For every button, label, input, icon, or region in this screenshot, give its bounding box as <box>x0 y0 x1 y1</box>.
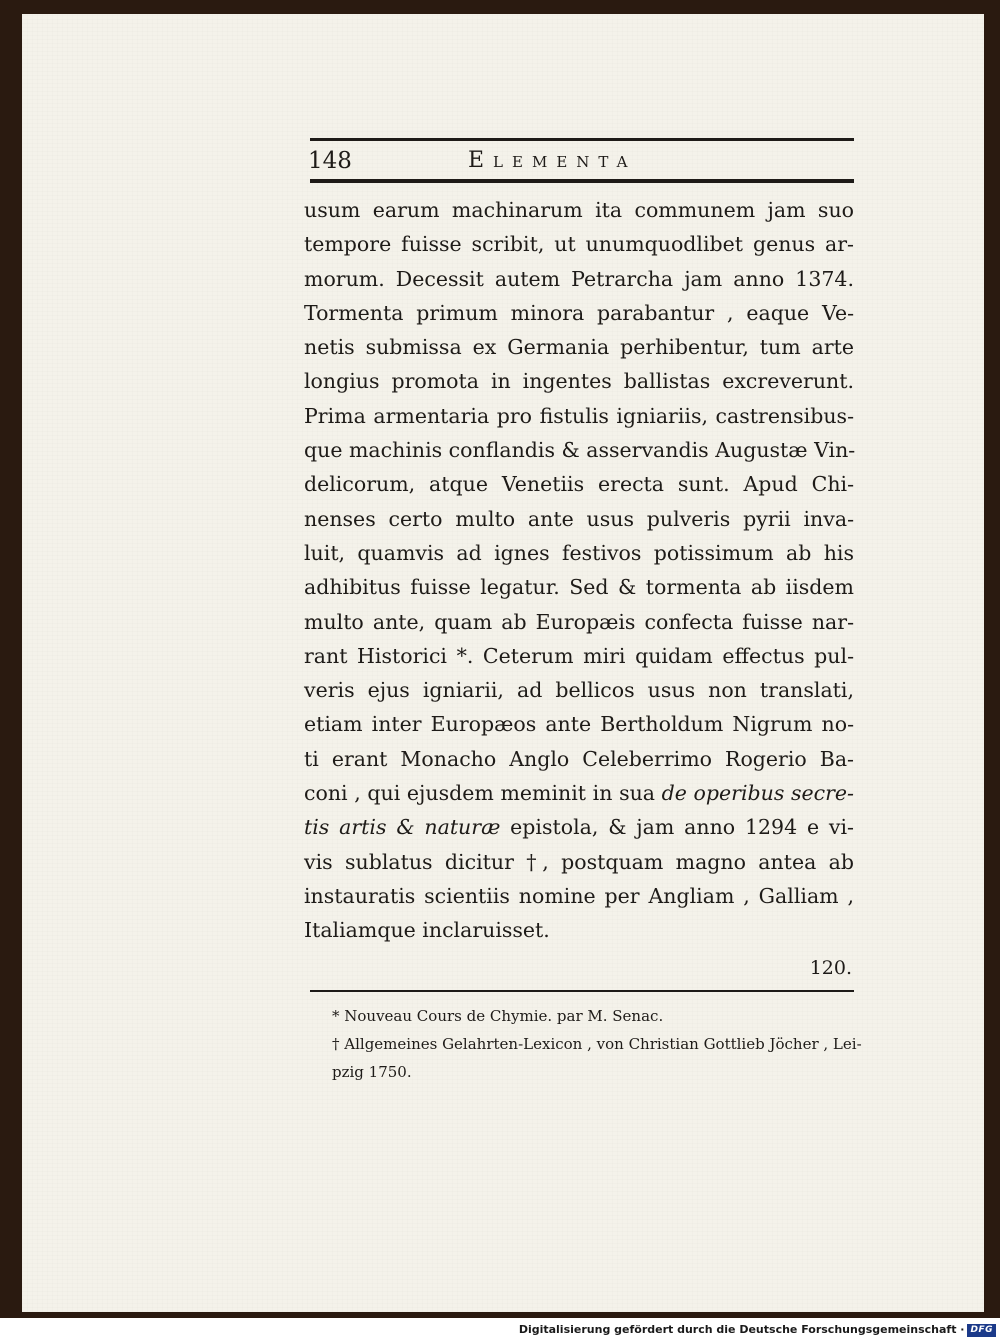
footnote-rule <box>310 990 854 992</box>
text-line: tempore fuisse scribit, ut unumquodlibet genus ar- <box>304 232 854 257</box>
text-line: netis submissa ex Germania perhibentur, tum arte <box>304 335 854 360</box>
text-line: multo ante, quam ab Europæis confecta fuisse nar- <box>304 609 854 634</box>
text-line: usum earum machinarum ita communem jam suo <box>304 198 854 222</box>
text-line: nenses certo multo ante usus pulveris pyrii inva- <box>304 506 854 531</box>
italic-title-segment: de operibus secre- <box>661 781 854 806</box>
text-line: morum. Decessit autem Petrarcha jam anno 1374. <box>304 266 854 291</box>
text-line: etiam inter Europæos ante Bertholdum Nigrum no- <box>304 712 854 737</box>
running-head: Elementa <box>468 148 637 173</box>
footnote: * Nouveau Cours de Chymie. par M. Senac. <box>332 1007 664 1025</box>
text-line: vis sublatus dicitur †, postquam magno antea ab <box>304 849 854 874</box>
text-line: rant Historici *. Ceterum miri quidam effectus pul- <box>304 643 854 668</box>
text-line: instauratis scientiis nomine per Angliam , Galliam , <box>304 883 854 908</box>
footnote: † Allgemeines Gelahrten-Lexicon , von Christian Gottlieb Jöcher , Lei- <box>332 1035 862 1053</box>
text-line: ti erant Monacho Anglo Celeberrimo Rogerio Ba- <box>304 746 854 771</box>
page-number: 148 <box>308 148 352 174</box>
text-line: Prima armentaria pro fistulis igniariis, castrensibus- <box>304 403 854 428</box>
text-segment: epistola, & jam anno 1294 e vi- <box>500 815 854 840</box>
text-line: longius promota in ingentes ballistas excreverunt. <box>304 369 854 394</box>
dfg-logo-icon: DFG <box>967 1324 996 1337</box>
text-line <box>304 810 854 844</box>
page-header <box>308 146 853 176</box>
footnote-continuation: pzig 1750. <box>332 1063 412 1081</box>
credit-text: Digitalisierung gefördert durch die Deutsche Forschungsgemeinschaft · <box>518 1323 965 1336</box>
italic-title-segment: tis artis & naturæ <box>304 815 501 840</box>
text-line <box>304 776 854 810</box>
text-line: delicorum, atque Venetiis erecta sunt. Apud Chi- <box>304 472 854 497</box>
text-segment: coni , qui ejusdem meminit in sua <box>304 781 662 806</box>
text-line: luit, quamvis ad ignes festivos potissimum ab his <box>304 540 854 565</box>
catchword: 120. <box>809 957 852 979</box>
footnotes <box>310 1002 862 1086</box>
text-line: Tormenta primum minora parabantur , eaque Ve- <box>304 300 854 325</box>
header-rule-top <box>310 138 854 141</box>
body-text <box>304 193 854 948</box>
text-line: veris ejus igniarii, ad bellicos usus non translati, <box>304 678 854 703</box>
text-line: Italiamque inclaruisset. <box>304 918 550 943</box>
digitization-credit <box>519 1322 996 1338</box>
header-rule-bottom <box>310 179 854 183</box>
text-line: que machinis conflandis & asservandis Augustæ Vin- <box>304 438 856 463</box>
text-line: adhibitus fuisse legatur. Sed & tormenta ab iisdem <box>304 575 854 600</box>
